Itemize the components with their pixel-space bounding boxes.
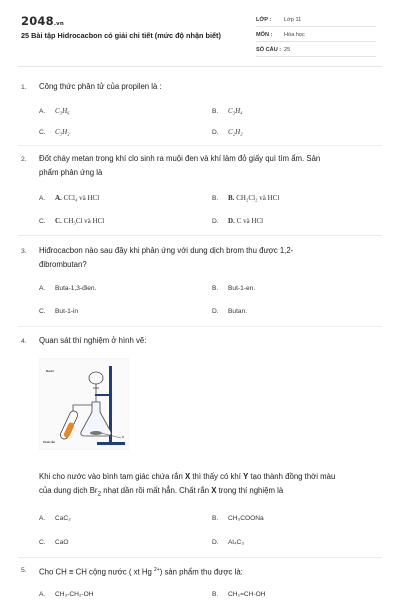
question-divider <box>18 235 382 236</box>
site-logo[interactable] <box>21 14 64 28</box>
figure-label-top: Nước <box>46 369 55 373</box>
option-bold-letter: D. <box>228 217 235 225</box>
option-text: C₃H₆ <box>55 107 70 115</box>
option-text: C₃H₂ <box>55 128 70 136</box>
option-text: CaO <box>55 539 69 546</box>
option-text: But-1-in <box>55 308 79 315</box>
option-d[interactable] <box>212 217 263 225</box>
meta-count-row <box>256 44 376 57</box>
experiment-diagram <box>39 358 129 450</box>
option-a[interactable] <box>39 515 71 522</box>
question-text-line-2: đibrombutan? <box>39 260 87 269</box>
option-d[interactable] <box>212 128 243 136</box>
option-text: C và HCl <box>236 217 264 225</box>
question-text-line-2 <box>39 484 384 501</box>
option-letter: D. <box>212 539 219 546</box>
option-letter: B. <box>212 195 219 202</box>
option-b[interactable] <box>212 285 255 292</box>
option-text: CH₂Cl₂ và HCl <box>236 194 280 202</box>
text-part: của dung dịch Br <box>39 486 98 495</box>
option-c[interactable] <box>39 217 104 225</box>
option-letter: A. <box>39 108 46 115</box>
text-part: ) sản phẩm thu được là: <box>159 567 243 577</box>
option-text: Buta-1,3-đien. <box>55 285 97 292</box>
question-number: 1. <box>21 84 27 91</box>
stand-clamp <box>95 394 112 396</box>
question-text <box>39 564 384 579</box>
option-letter: C. <box>39 129 46 136</box>
option-text: But-1-en. <box>228 285 256 292</box>
meta-subject-row <box>256 29 376 42</box>
text-bold-x: X <box>211 486 217 495</box>
option-text: CaC₂ <box>55 515 71 522</box>
logo-main: 2048 <box>21 14 54 28</box>
option-letter: C. <box>39 539 46 546</box>
option-a[interactable] <box>39 591 94 598</box>
option-a[interactable] <box>39 285 96 292</box>
text-part: trong thí nghiệm là <box>216 486 284 495</box>
option-letter: A. <box>39 591 46 598</box>
option-text: CH₂=CH-OH <box>228 591 266 598</box>
question-divider <box>18 326 382 327</box>
option-letter: C. <box>39 218 46 225</box>
option-b[interactable] <box>212 515 264 522</box>
question-text-line-2: phẩm phản ứng là <box>39 168 103 177</box>
header-divider <box>18 66 382 67</box>
text-part: tạo thành đồng thời màu <box>248 472 336 481</box>
option-a[interactable] <box>39 107 70 115</box>
option-letter: B. <box>212 108 219 115</box>
option-c[interactable] <box>39 128 70 136</box>
option-letter: D. <box>212 129 219 136</box>
logo-sub: .vn <box>53 21 65 27</box>
option-text: Butan. <box>228 308 248 315</box>
option-bold-letter: C. <box>55 217 62 225</box>
solid-x <box>90 431 102 435</box>
option-bold-letter: B. <box>228 194 235 202</box>
option-text: Al₄C₃ <box>228 539 245 546</box>
option-bold-letter: A. <box>55 194 62 202</box>
option-letter: B. <box>212 285 219 292</box>
option-letter: B. <box>212 591 219 598</box>
option-letter: D. <box>212 308 219 315</box>
option-letter: A. <box>39 285 46 292</box>
text-part: Cho CH ≡ CH cộng nước ( xt Hg <box>39 567 154 577</box>
document-header <box>0 0 400 70</box>
option-d[interactable] <box>212 308 247 315</box>
option-text: CH₃-CH₂-OH <box>55 591 94 598</box>
meta-subject-label: MÔN : <box>256 32 273 38</box>
option-letter: B. <box>212 515 219 522</box>
question-text-line-1: Đốt cháy metan trong khí clo sinh ra muội đen và khí làm đỏ giấy quì tím ẩm. Sản <box>39 154 321 163</box>
meta-class-row <box>256 14 376 27</box>
option-letter: A. <box>39 195 46 202</box>
question-divider <box>18 145 382 146</box>
question-number: 5. <box>21 567 27 574</box>
option-d[interactable] <box>212 539 244 546</box>
question-number: 2. <box>21 156 27 163</box>
text-sub: 2 <box>97 490 102 498</box>
option-text: CH₃COONa <box>228 515 264 522</box>
option-text: C₂H₂ <box>228 128 243 136</box>
question-text-line-1 <box>39 470 384 484</box>
meta-count-value: 25 <box>284 47 291 53</box>
question-text: Quan sát thí nghiệm ở hình vẽ: <box>39 336 147 345</box>
option-b[interactable] <box>212 194 279 202</box>
text-bold-x: X <box>185 472 191 481</box>
option-letter: D. <box>212 218 219 225</box>
option-b[interactable] <box>212 107 243 115</box>
option-c[interactable] <box>39 539 69 546</box>
option-b[interactable] <box>212 591 266 598</box>
text-sup: 2+ <box>153 567 160 573</box>
experiment-figure <box>39 358 129 450</box>
meta-class-value: Lớp 11 <box>284 17 302 23</box>
option-text: C₃H₄ <box>228 107 243 115</box>
question-divider <box>18 557 382 558</box>
figure-label-x: X <box>122 435 125 439</box>
text-bold-y: Y <box>243 472 249 481</box>
question-text-line-1: Hiđrocacbon nào sau đây khi phản ứng với dung dịch brom thu được 1,2- <box>39 246 294 255</box>
document-title: 25 Bài tập Hidrocacbon có giải chi tiết (mức độ nhận biết) <box>21 31 221 40</box>
option-text: CH₃Cl và HCl <box>63 217 105 225</box>
text-part: thì thấy có khí <box>190 472 244 481</box>
meta-subject-value: Hóa học <box>284 32 305 38</box>
option-a[interactable] <box>39 194 99 202</box>
question-text: Công thức phân tử của propilen là : <box>39 82 162 91</box>
figure-label-bottom: Chất rắn <box>43 440 56 444</box>
option-c[interactable] <box>39 308 78 315</box>
question-number: 3. <box>21 248 27 255</box>
meta-class-label: LỚP : <box>256 17 272 23</box>
option-letter: A. <box>39 515 46 522</box>
text-part: nhạt dần rồi mất hẳn. Chất rắn <box>101 486 212 495</box>
option-letter: C. <box>39 308 46 315</box>
question-number: 4. <box>21 338 27 345</box>
stand-base <box>97 442 125 445</box>
option-text: CCl₄ và HCl <box>63 194 100 202</box>
text-part: Khi cho nước vào bình tam giác chứa rắn <box>39 472 186 481</box>
meta-count-label: SỐ CÂU : <box>256 47 282 53</box>
